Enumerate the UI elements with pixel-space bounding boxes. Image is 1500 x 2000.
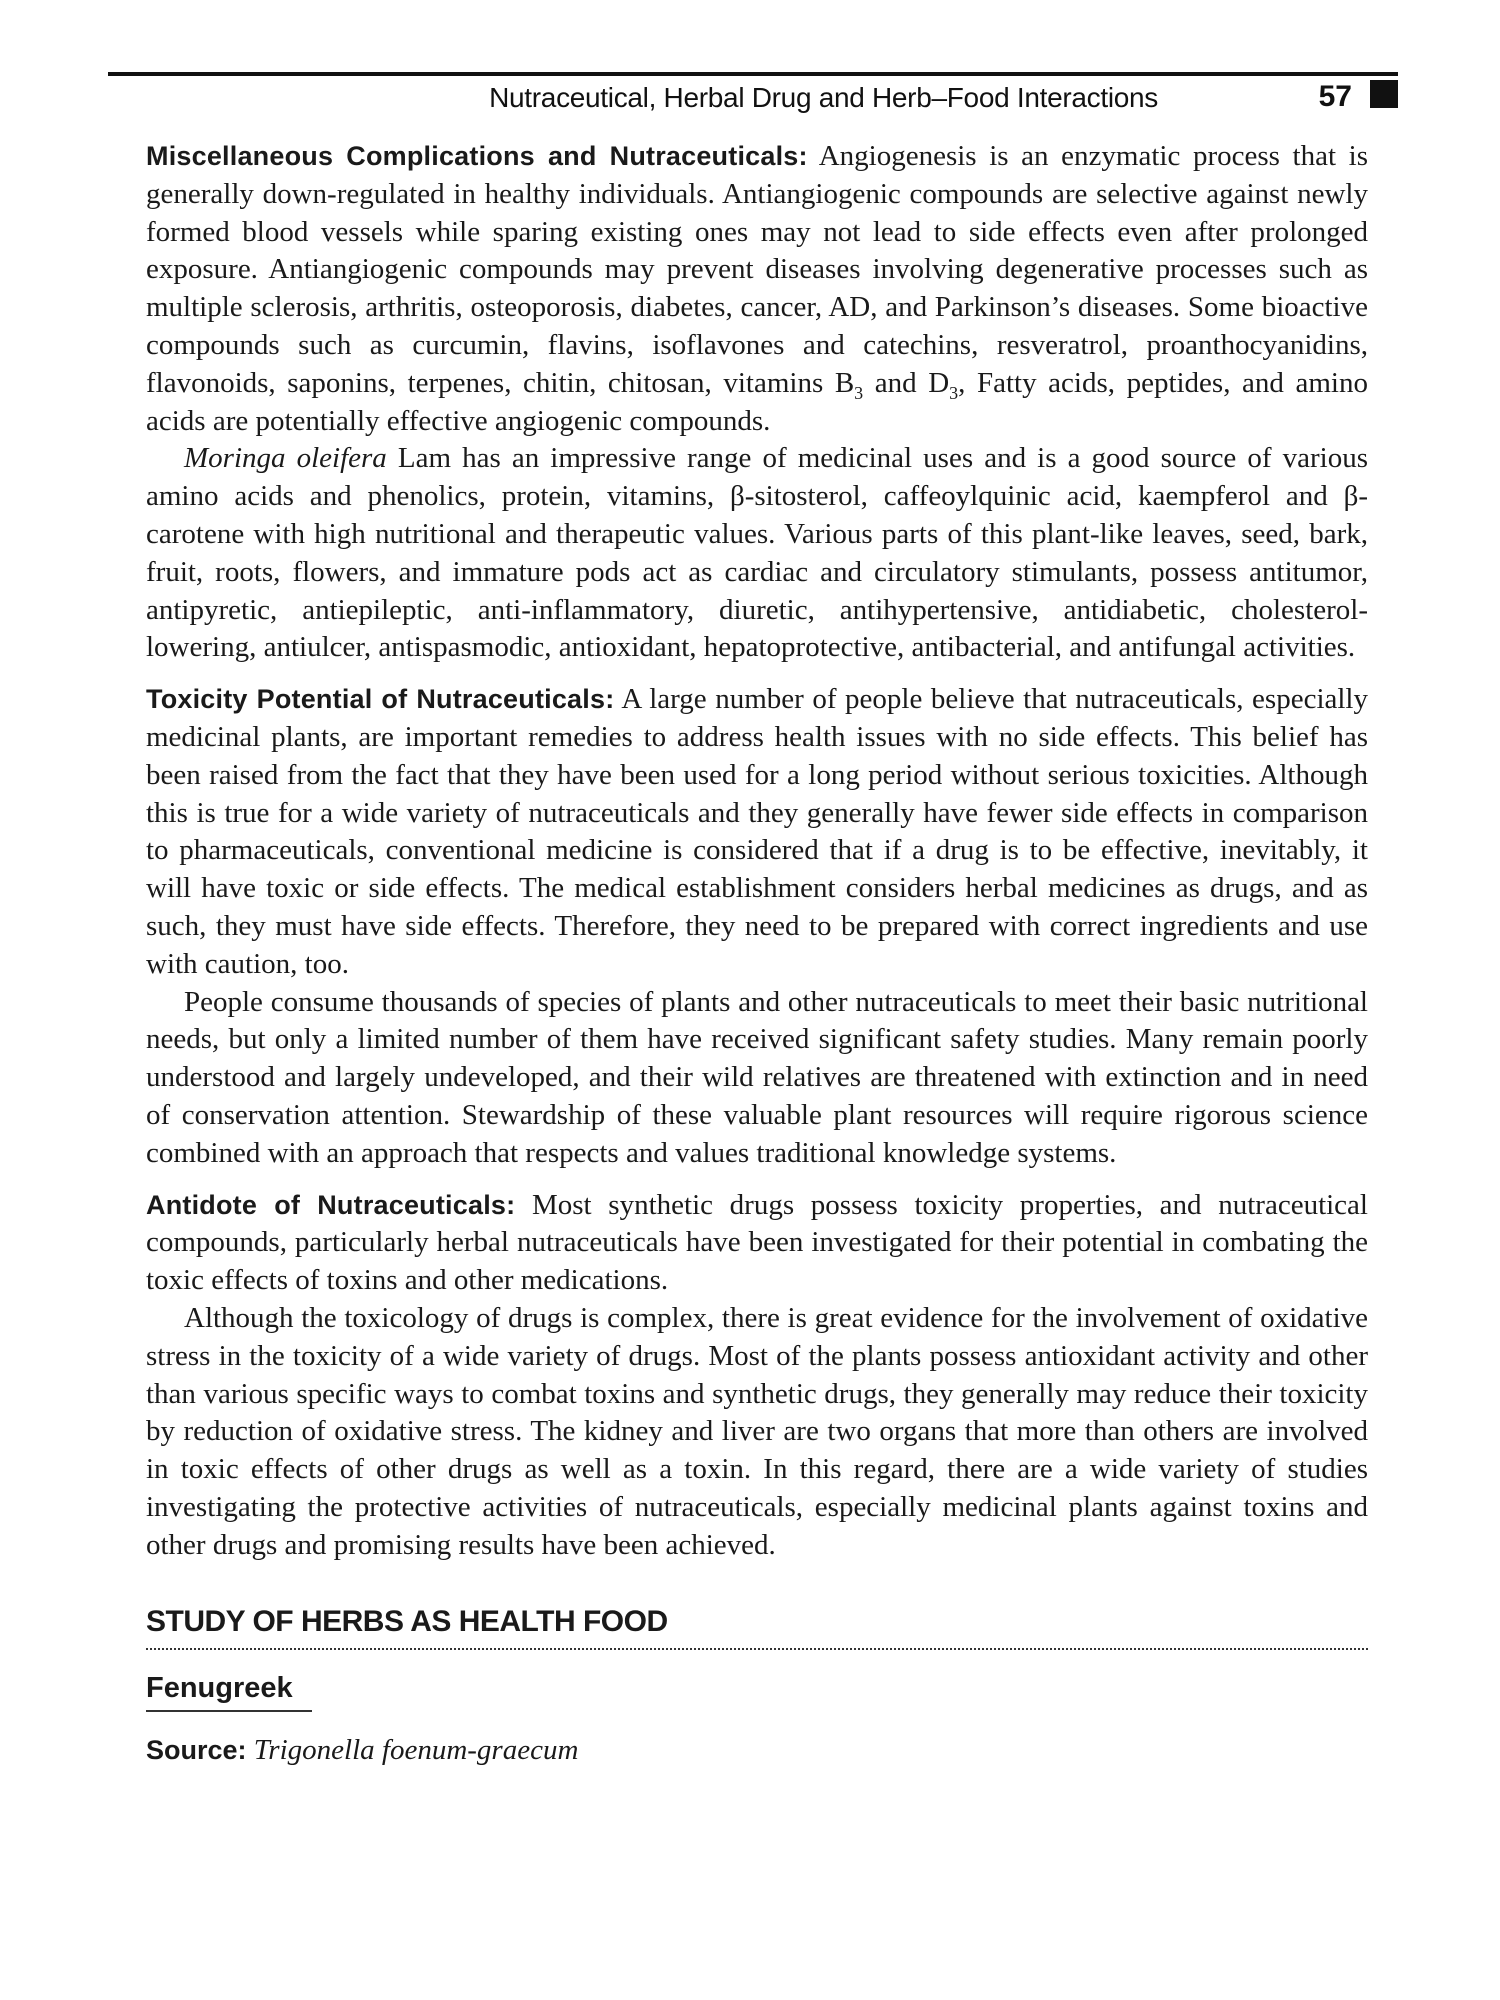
page-tab-marker [1370,80,1398,108]
paragraph-toxicity [146,681,1368,983]
misc-text-3: , Fatty acids, peptides, and amino acids are potentially effective angiogenic compounds. [146,366,1368,437]
misc-sub-b: 3 [854,382,864,403]
moringa-text: Lam has an impressive range of medicinal uses and is a good source of various amino acids and phenolics, protein, vitamins, β-sitosterol, caffeoylquinic acid, kaempferol and β-carotene with high nutritional and therapeutic values. Various parts of this plant-like leaves, seed, bark, fruit, roots, flowers, and immature pods act as cardiac and circulatory stimulants, possess antitumor, antipyretic, antiepileptic, anti-inflammatory, diuretic, antihypertensive, antidiabetic, cholesterol-lowering, antiulcer, antispasmodic, antioxidant, hepatoprotective, antibacterial, and antifungal activities. [146,442,1369,664]
subheading-fenugreek: Fenugreek [146,1672,293,1705]
running-head [108,80,1398,120]
source-value: Trigonella foenum-graecum [253,1734,579,1767]
lead-toxicity: Toxicity Potential of Nutraceuticals: [146,684,615,715]
subheading-rule [146,1710,312,1712]
lead-antidote: Antidote of Nutraceuticals: [146,1189,516,1220]
paragraph-antidote-2: Although the toxicology of drugs is complex, there is great evidence for the involvement of oxidative stress in the toxicity of a wide variety of drugs. Most of the plants possess antioxidant activity and other than various specific ways to combat toxins and synthetic drugs, they generally may reduce their toxicity by reduction of oxidative stress. The kidney and liver are two organs that more than others are involved in toxic effects of other drugs as well as a toxin. In this regard, there are a wide variety of studies investigating the protective activities of nutraceuticals, especially medicinal plants against toxins and other drugs and promising results have been achieved. [146,1301,1368,1561]
antidote-text: Most synthetic drugs possess toxicity properties, and nutraceutical compounds, particularly herbal nutraceuticals have been investigated for their potential in combating the toxic effects of toxins and other medications. [146,1188,1368,1297]
body-text [146,138,1368,1770]
toxicity-text: A large number of people believe that nutraceuticals, especially medicinal plants, are important remedies to address health issues with no side effects. This belief has been raised from the fact that they have been used for a long period without serious toxicities. Although this is true for a wide variety of nutraceuticals and they generally have fewer side effects in comparison to pharmaceuticals, conventional medicine is considered that if a drug is to be effective, inevitably, it will have toxic or side effects. The medical establishment considers herbal medicines as drugs, and as such, they must have side effects. Therefore, they need to be prepared with correct ingredients and use with caution, too. [146,683,1368,980]
moringa-name: Moringa oleifera [184,442,387,475]
source-label: Source: [146,1735,247,1766]
misc-text-2: and D [863,366,950,399]
top-rule [108,72,1398,76]
heading-dotted-rule [146,1648,1368,1650]
misc-text-1: Angiogenesis is an enzymatic process that is generally down-regulated in healthy individuals. Antiangiogenic compounds are selective against newly formed blood vessels while sparing existing ones may not lead to side effects even after prolonged exposure. Antiangiogenic compounds may prevent diseases involving degenerative processes such as multiple sclerosis, arthritis, osteoporosis, diabetes, cancer, AD, and Parkinson’s diseases. Some bioactive compounds such as curcumin, flavins, isoflavones and catechins, resveratrol, proanthocyanidins, flavonoids, saponins, terpenes, chitin, chitosan, vitamins B [146,140,1368,399]
source-line [146,1730,1368,1770]
paragraph-toxicity-2: People consume thousands of species of plants and other nutraceuticals to meet their basic nutritional needs, but only a limited number of them have received significant safety studies. Many remain poorly understood and largely undeveloped, and their wild relatives are threatened with extinction and in need of conservation attention. Stewardship of these valuable plant resources will require rigorous science combined with an approach that respects and values traditional knowledge systems. [146,985,1368,1169]
misc-sub-d: 3 [949,382,959,403]
lead-misc: Miscellaneous Complications and Nutraceuticals: [146,141,808,171]
running-title: Nutraceutical, Herbal Drug and Herb–Food Interactions [489,82,1158,113]
paragraph-misc [146,138,1368,440]
paragraph-antidote [146,1187,1368,1300]
page-number: 57 [1318,80,1352,113]
paragraph-moringa [146,440,1368,667]
section-heading: STUDY OF HERBS AS HEALTH FOOD [146,1605,668,1639]
